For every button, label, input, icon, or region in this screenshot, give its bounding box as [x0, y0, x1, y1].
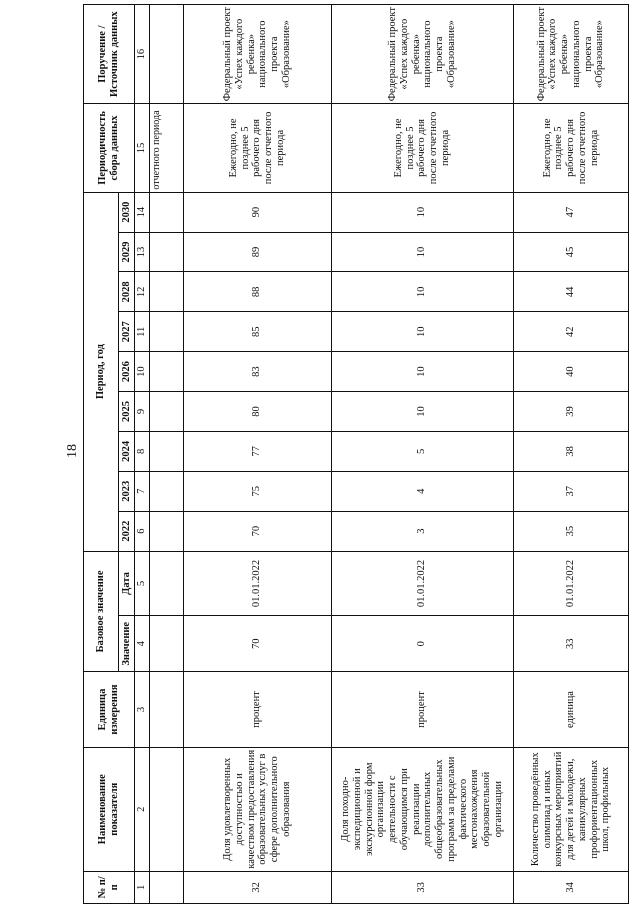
column-number: 2 [135, 747, 150, 871]
header-unit: Единица измерения [84, 672, 135, 747]
page-number: 18 [65, 444, 80, 458]
row-value: 39 [513, 392, 628, 432]
row-name: Доля походно-экспедиционной и экскурсионной форм организации деятельности с обучающимся при реализации дополнительных общеобразовательных программ за пределами фактического местонахождения образовательной организации [331, 747, 513, 871]
row-source: Федеральный проект «Успех каждого ребенка» национального проекта «Образование» [513, 5, 628, 104]
row-base-value: 33 [513, 616, 628, 672]
row-value: 37 [513, 471, 628, 511]
table-row [513, 5, 628, 904]
column-number: 10 [135, 352, 150, 392]
row-num: 34 [513, 871, 628, 903]
column-number: 15 [135, 104, 150, 192]
header-year: 2029 [119, 232, 135, 272]
header-frequency: Периодичность сбора данных [84, 104, 135, 192]
row-source: Федеральный проект «Успех каждого ребенка» национального проекта «Образование» [183, 5, 331, 104]
row-value: 10 [331, 272, 513, 312]
row-frequency: Ежегодно, не позднее 5 рабочего дня после отчетного периода [183, 104, 331, 192]
column-number: 13 [135, 232, 150, 272]
column-number-row [135, 5, 150, 904]
indicator-table [83, 4, 629, 904]
row-value: 42 [513, 312, 628, 352]
row-value: 38 [513, 431, 628, 471]
row-value: 10 [331, 352, 513, 392]
continuation-frequency: отчетного периода [149, 104, 183, 192]
row-value: 5 [331, 431, 513, 471]
column-number: 1 [135, 871, 150, 903]
row-unit: процент [331, 672, 513, 747]
row-base-date: 01.01.2022 [513, 551, 628, 616]
continuation-row [149, 5, 183, 904]
header-period: Период, год [84, 192, 119, 551]
rotated-page [57, 4, 632, 904]
table-row [183, 5, 331, 904]
header-base-value: Значение [119, 616, 135, 672]
column-number: 12 [135, 272, 150, 312]
row-frequency: Ежегодно, не позднее 5 рабочего дня после отчетного периода [513, 104, 628, 192]
row-base-date: 01.01.2022 [331, 551, 513, 616]
row-num: 32 [183, 871, 331, 903]
header-year: 2028 [119, 272, 135, 312]
header-year: 2024 [119, 431, 135, 471]
column-number: 3 [135, 672, 150, 747]
row-unit: единица [513, 672, 628, 747]
row-value: 70 [183, 511, 331, 551]
row-value: 45 [513, 232, 628, 272]
row-source: Федеральный проект «Успех каждого ребенка» национального проекта «Образование» [331, 5, 513, 104]
column-number: 8 [135, 431, 150, 471]
row-value: 44 [513, 272, 628, 312]
row-value: 90 [183, 192, 331, 232]
header-year: 2030 [119, 192, 135, 232]
column-number: 11 [135, 312, 150, 352]
row-value: 10 [331, 192, 513, 232]
row-value: 10 [331, 312, 513, 352]
header-base-date: Дата [119, 551, 135, 616]
row-value: 77 [183, 431, 331, 471]
column-number: 14 [135, 192, 150, 232]
row-frequency: Ежегодно, не позднее 5 рабочего дня после отчетного периода [331, 104, 513, 192]
header-year: 2023 [119, 471, 135, 511]
table-row [331, 5, 513, 904]
row-value: 3 [331, 511, 513, 551]
row-value: 47 [513, 192, 628, 232]
row-value: 83 [183, 352, 331, 392]
row-name: Доля удовлетворенных доступностью и качеством предоставления образовательных услуг в сфере дополнительного образования [183, 747, 331, 871]
header-year: 2022 [119, 511, 135, 551]
row-value: 80 [183, 392, 331, 432]
row-num: 33 [331, 871, 513, 903]
row-base-value: 0 [331, 616, 513, 672]
column-number: 7 [135, 471, 150, 511]
header-name: Наименование показателя [84, 747, 135, 871]
row-value: 88 [183, 272, 331, 312]
row-value: 4 [331, 471, 513, 511]
column-number: 6 [135, 511, 150, 551]
row-base-value: 70 [183, 616, 331, 672]
row-value: 40 [513, 352, 628, 392]
row-value: 85 [183, 312, 331, 352]
header-num: № п/п [84, 871, 135, 903]
column-number: 4 [135, 616, 150, 672]
row-value: 10 [331, 232, 513, 272]
column-number: 9 [135, 392, 150, 432]
row-value: 35 [513, 511, 628, 551]
header-year: 2025 [119, 392, 135, 432]
row-value: 89 [183, 232, 331, 272]
row-base-date: 01.01.2022 [183, 551, 331, 616]
column-number: 16 [135, 5, 150, 104]
row-value: 10 [331, 392, 513, 432]
column-number: 5 [135, 551, 150, 616]
row-value: 75 [183, 471, 331, 511]
header-base: Базовое значение [84, 551, 119, 672]
header-year: 2026 [119, 352, 135, 392]
row-name: Количество проведённых олимпиад и иных конкурсных мероприятий для детей и молодежи, каникулярных профориентационных школ, профильных [513, 747, 628, 871]
row-unit: процент [183, 672, 331, 747]
header-source: Поручение / Источник данных [84, 5, 135, 104]
header-year: 2027 [119, 312, 135, 352]
